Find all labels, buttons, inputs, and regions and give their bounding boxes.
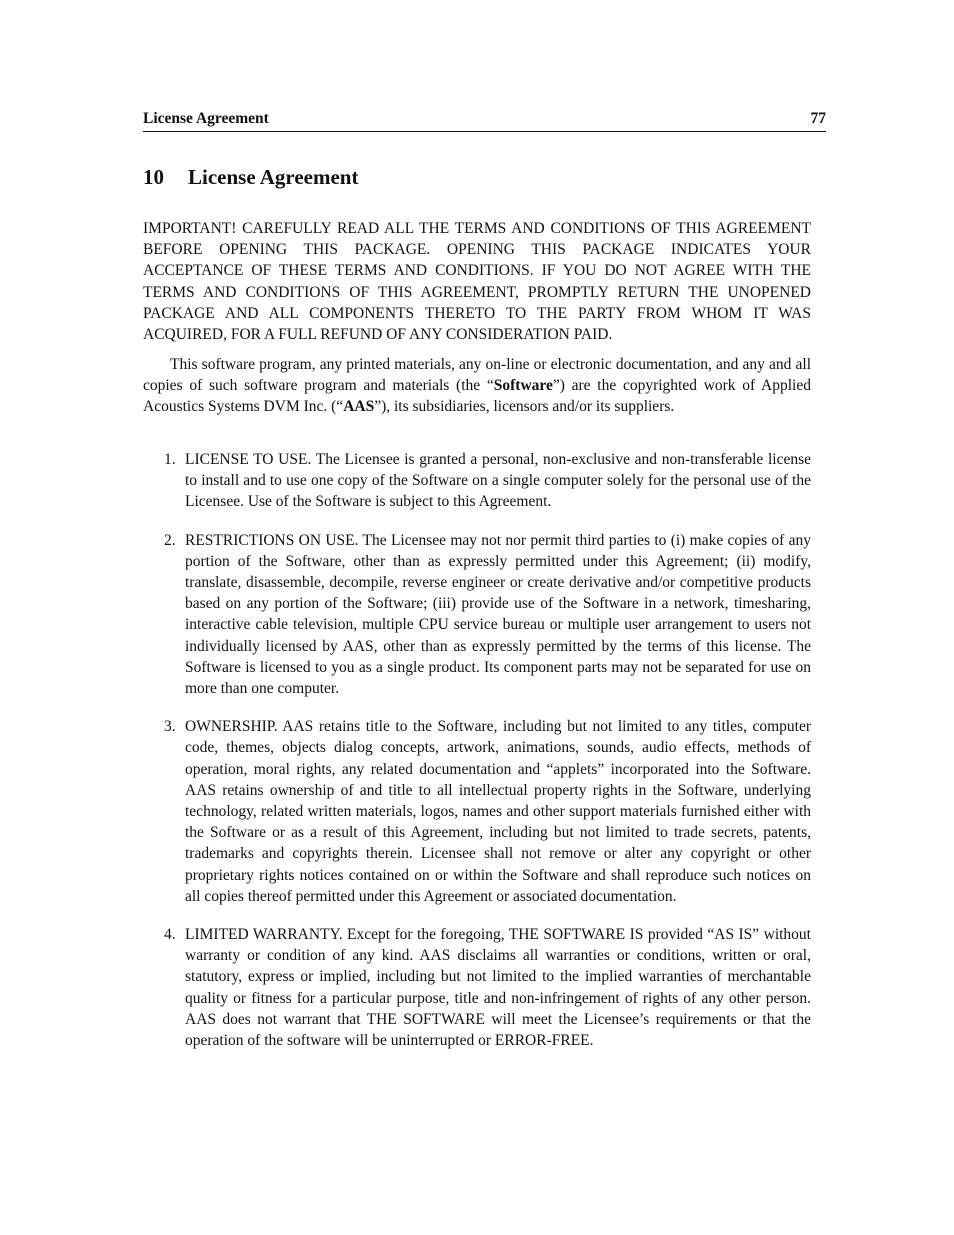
term-text: LICENSE TO USE. The Licensee is granted a personal, non-exclusive and non-transferable license to install and to use one copy of the Software on a single computer solely for the personal use of the Licensee. Use of the Software is subject to this Agreement. <box>185 451 811 511</box>
running-header <box>143 109 826 132</box>
term-license-to-use <box>143 449 811 513</box>
running-title: License Agreement <box>143 110 269 127</box>
page-number: 77 <box>810 110 826 127</box>
term-restrictions-on-use <box>143 530 811 700</box>
term-number: 1. <box>164 451 176 468</box>
important-notice: IMPORTANT! CAREFULLY READ ALL THE TERMS AND CONDITIONS OF THIS AGREEMENT BEFORE OPENING THIS PACKAGE. OPENING THIS PACKAGE INDICATES YOUR ACCEPTANCE OF THESE TERMS AND CONDITIONS. IF YOU DO NOT AGREE WITH THE TERMS AND CONDITIONS OF THIS AGREEMENT, PROMPTLY RETURN THE UNOPENED PACKAGE AND ALL COMPONENTS THERETO TO THE PARTY FROM WHOM IT WAS ACQUIRED, FOR A FULL REFUND OF ANY CONSIDERATION PAID. <box>143 220 811 344</box>
intro-text-2: ”) are the copyrighted work of Applied Acoustics Systems DVM Inc. (“ <box>143 377 811 416</box>
term-limited-warranty <box>143 924 811 1051</box>
defined-term-aas: AAS <box>343 398 375 416</box>
defined-term-software: Software <box>493 377 553 395</box>
section-heading <box>143 165 358 190</box>
terms-list <box>143 449 811 1068</box>
intro-text-3: ”), its subsidiaries, licensors and/or its suppliers. <box>374 398 675 416</box>
term-number: 2. <box>164 531 176 549</box>
term-text: RESTRICTIONS ON USE. The Licensee may not nor permit third parties to (i) make copies of any portion of the Software, other than as expressly permitted under this Agreement; (ii) modify, translate, disassemble, decompile, reverse engineer or create derivative and/or competitive products based on any portion of the Software; (iii) provide use of the Software in a network, timesharing, interactive cable television, multiple CPU service bureau or multiple user arrangement to users not individually licensed by AAS, other than as expressly permitted by the terms of this license. The Software is licensed to you as a single product. Its component parts may not be separated for use on more than one computer. <box>185 531 811 698</box>
intro-text-1: This software program, any printed materials, any on-line or electronic documentation, and any and all copies of such software program and materials (the “ <box>143 356 811 395</box>
intro-paragraph <box>143 354 811 418</box>
term-ownership <box>143 716 811 907</box>
section-title: License Agreement <box>188 165 359 189</box>
term-text: OWNERSHIP. AAS retains title to the Software, including but not limited to any titles, computer code, themes, objects dialog concepts, artwork, animations, sounds, audio effects, methods of operation, moral rights, any related documentation and “applets” incorporated into the Software. AAS retains ownership of and title to all intellectual property rights in the Software, underlying technology, related written materials, logos, names and other support materials furnished either with the Software or as a result of this Agreement, including but not limited to trade secrets, patents, trademarks and copyrights therein. Licensee shall not remove or alter any copyright or other proprietary rights notices contained on or within the Software and shall reproduce such notices on all copies thereof permitted under this Agreement or associated documentation. <box>185 718 811 905</box>
term-number: 3. <box>164 718 176 736</box>
term-number: 4. <box>164 926 176 944</box>
section-number: 10 <box>143 165 164 189</box>
term-text: LIMITED WARRANTY. Except for the foregoing, THE SOFTWARE IS provided “AS IS” without warranty or condition of any kind. AAS disclaims all warranties or conditions, written or oral, statutory, express or implied, including but not limited to the implied warranties of merchantable quality or fitness for a particular purpose, title and non-infringement of rights of any other person. AAS does not warrant that THE SOFTWARE will meet the Licensee’s requirements or that the operation of the software will be uninterrupted or ERROR-FREE. <box>185 926 811 1050</box>
